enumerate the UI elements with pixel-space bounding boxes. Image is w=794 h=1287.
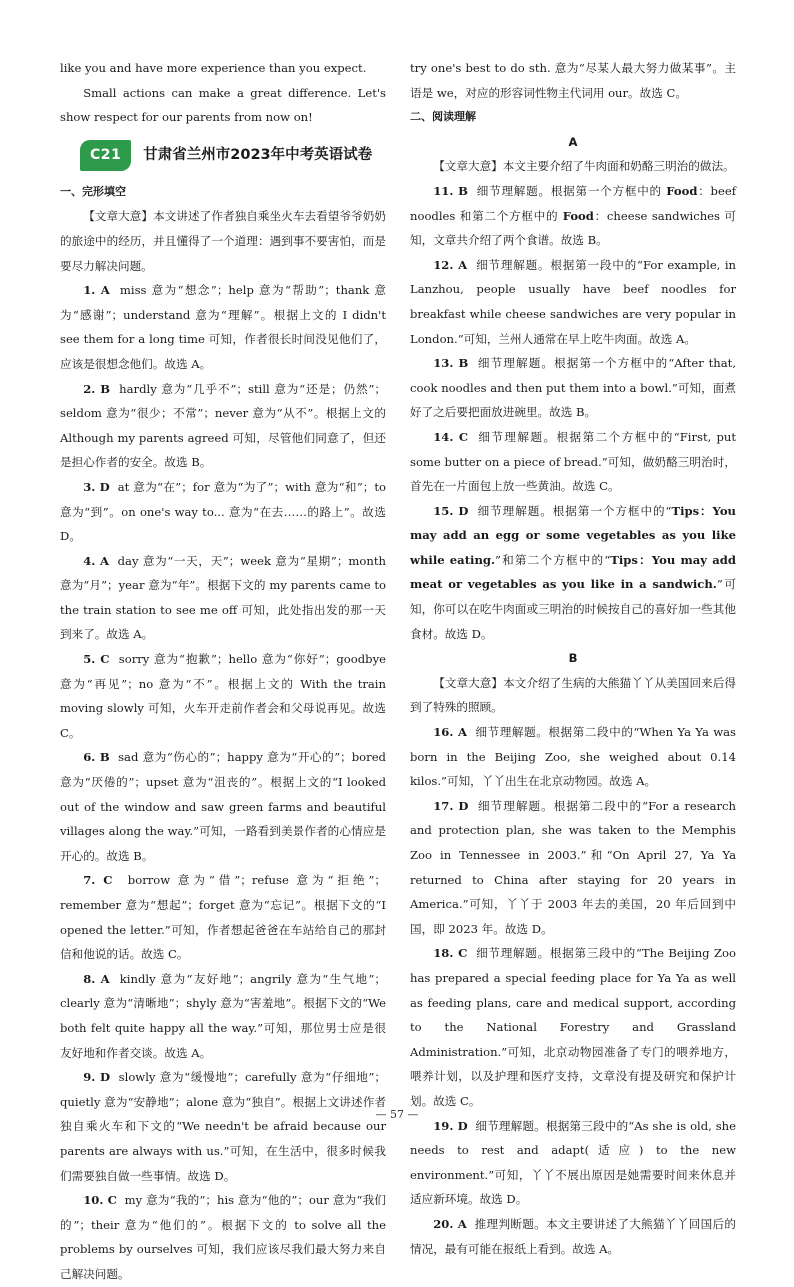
answer-text: day 意为“一天，天”；week 意为“星期”；month 意为“月”；year 意为“年”。根据下文的 my parents came to the train station to see me off 可知，此处指出发的那一天到来了。故选 A。: [60, 553, 386, 642]
answer-item: [410, 1212, 736, 1261]
intro-line-2: Small actions can make a great difference. Let's show respect for our parents from now on!: [60, 85, 386, 125]
answer-number: 18. C: [433, 946, 468, 961]
exam-badge: C21: [80, 140, 131, 171]
answer-number: 8. A: [83, 971, 110, 986]
passage-a-summary: 【文章大意】本文主要介绍了牛肉面和奶酪三明治的做法。: [433, 159, 735, 174]
answer-number: 5. C: [83, 652, 110, 667]
answer-number: 16. A: [433, 725, 467, 740]
section-cloze-heading: 一、完形填空: [60, 184, 126, 198]
answer-item: [60, 549, 386, 647]
answer-bold-text: Food: [562, 208, 594, 223]
answer-number: 3. D: [83, 479, 110, 494]
answer-number: 4. A: [83, 553, 109, 568]
right-column: [410, 56, 736, 1261]
answer-item: [410, 720, 736, 794]
answer-number: 6. B: [83, 750, 110, 765]
exam-title: 甘肃省兰州市2023年中考英语试卷: [143, 147, 373, 164]
answer-text: miss 意为“想念”；help 意为“帮助”；thank 意为“感谢”；understand 意为“理解”。根据上文的 I didn't see them for a long time 可知，作者很长时间没见他们了，应该是很想念他们。故选 A。: [60, 283, 386, 371]
answer-number: 9. D: [83, 1070, 111, 1085]
answer-number: 17. D: [433, 798, 469, 813]
answer-text: my 意为“我的”；his 意为“他的”；our 意为“我们的”；their 意为“他们的”。根据下文的 to solve all the problems by ourselves 可知，我们应该尽我们最大努力来自己解决问题。: [60, 1193, 386, 1281]
answer-item: [410, 179, 736, 253]
intro-line-1: like you and have more experience than you expect.: [60, 61, 367, 75]
cloze-summary: 【文章大意】本文讲述了作者独自乘坐火车去看望爷爷奶奶的旅途中的经历，并且懂得了一个道理：遇到事不要害怕，而是要尽力解决问题。: [60, 209, 386, 273]
answer-item: [60, 647, 386, 745]
passage-b-label: B: [568, 651, 578, 666]
answer-number: 12. A: [433, 257, 468, 272]
passage-a-label: A: [568, 134, 578, 149]
answer-text: hardly 意为“几乎不”；still 意为“还是；仍然”；seldom 意为“很少；不常”；never 意为“从不”。根据上文的 Although my parents agreed 可知，尽管他们同意了，但还是担心作者的安全。故选 B。: [60, 381, 386, 470]
answer-text: 细节理解题。根据第三段中的“As she is old, she needs to rest and adapt(适应) to the new environment.”可知，丫丫不展出原因是她需要时间来休息并适应新环境。故选 D。: [410, 1118, 736, 1207]
answer-text: 细节理解题。根据第二个方框中的“First, put some butter on a piece of bread.”可知，做奶酪三明治时，首先在一片面包上放一些黄油。故选 C。: [410, 429, 736, 494]
answer-item: [410, 425, 736, 499]
answer-10-continued: try one's best to do sth. 意为“尽某人最大努力做某事”。主语是 we，对应的形容词性物主代词用 our。故选 C。: [410, 61, 736, 100]
left-column: [60, 56, 386, 1287]
answer-number: 1. A: [83, 283, 110, 298]
answer-text: sorry 意为“抱歉”；hello 意为“你好”；goodbye 意为“再见”；no 意为“不”。根据上文的 With the train moving slowly 可知，火车开走前作者会和父母说再见。故选 C。: [60, 652, 386, 740]
answer-item: [60, 475, 386, 549]
passage-b-summary: 【文章大意】本文介绍了生病的大熊猫丫丫从美国回来后得到了特殊的照顾。: [410, 675, 736, 715]
answer-text: 细节理解题。根据第一段中的“For example, in Lanzhou, people usually have beef noodles for breakfast while cheese sandwiches are very popular in London.”可知，兰州人通常在早上吃牛肉面。故选 A。: [410, 257, 737, 346]
answer-text: 细节理解题。根据第二段中的“When Ya Ya was born in the Beijing Zoo, she weighed about 0.14 kilos.”可知，丫丫出生在北京动物园。故选 A。: [410, 725, 736, 789]
answer-item: [60, 868, 386, 966]
answer-item: [60, 278, 386, 376]
answer-number: 19. D: [433, 1118, 468, 1133]
answer-text: slowly 意为“缓慢地”；carefully 意为“仔细地”；quietly 意为“安静地”；alone 意为“独自”。根据上文讲述作者独自乘火车和下文的“We needn't be afraid because our parents are always with us.”可知，在生活中，很多时候我们需要独自做一些事情。故选 D。: [60, 1070, 387, 1183]
answer-text: 细节理解题。根据第三段中的“The Beijing Zoo has prepared a special feeding place for Ya Ya as well as feeding plans, care and medical support, according to the National Forestry and Grassland Administration.”可知，北京动物园准备了专门的喂养地方，喂养计划，以及护理和医疗支持，文章没有提及研究和保护计划。故选 C。: [410, 946, 737, 1108]
page-number: — 57 —: [375, 1108, 419, 1121]
answer-item: [60, 745, 386, 868]
answer-item: [60, 967, 386, 1065]
answer-number: 20. A: [433, 1216, 467, 1231]
answer-text: at 意为“在”；for 意为“为了”；with 意为“和”；to 意为“到”。on one's way to... 意为“在去……的路上”。故选 D。: [60, 479, 386, 544]
answer-item: [410, 351, 736, 425]
answer-text: sad 意为“伤心的”；happy 意为“开心的”；bored 意为“厌倦的”；upset 意为“沮丧的”。根据上文的“I looked out of the window and saw green farms and beautiful villages along the way.”可知，一路看到美景作者的心情应是开心的。故选 B。: [60, 750, 386, 863]
answer-text: 细节理解题。根据第二段中的“For a research and protection plan, she was taken to the Memphis Zoo in Tennessee in 2003.”和“On April 27, Ya Ya returned to China after staying for 20 years in America.”可知，丫丫于 2003 年去的美国，20 年后回到中国，即 2023 年。故选 D。: [410, 798, 737, 936]
answer-text: 细节理解题。根据第一个方框中的“After that, cook noodles and then put them into a bowl.”可知，面煮好了之后要把面放进碗里。故选 B。: [410, 356, 737, 420]
answer-number: 7. C: [83, 873, 113, 888]
answer-text: borrow 意为“借”；refuse 意为“拒绝”；remember 意为“想起”；forget 意为“忘记”。根据下文的“I opened the letter.”可知，作者想起爸爸在车站给自己的那封信和他说的话。故选 C。: [60, 873, 387, 962]
answer-item: [410, 941, 736, 1113]
answer-item: [60, 1065, 386, 1188]
answer-text: 推理判断题。本文主要讲述了大熊猫丫丫回国后的情况，最有可能在报纸上看到。故选 A。: [410, 1216, 736, 1256]
answer-item: [410, 794, 736, 942]
answer-item: [410, 1114, 736, 1212]
answer-text: 细节理解题。根据第一个方框中的: [476, 183, 667, 198]
answer-item: [60, 377, 386, 475]
answer-number: 14. C: [433, 429, 469, 444]
section-reading-heading: 二、阅读理解: [410, 110, 476, 124]
answer-number: 10. C: [83, 1193, 117, 1208]
answer-item: [60, 1188, 386, 1286]
answer-number: 2. B: [83, 381, 111, 396]
answer-item: [410, 499, 736, 647]
answer-item: [410, 253, 736, 351]
answer-bold-text: Tips：You may add meat or vegetables as you like in a sandwich.: [410, 552, 736, 592]
answer-text: ：beef noodles 和第二个方框中的: [410, 183, 736, 223]
answer-text: 细节理解题。根据第一个方框中的“: [477, 503, 672, 518]
answer-text: kindly 意为“友好地”；angrily 意为“生气地”；clearly 意为“清晰地”；shyly 意为“害羞地”。根据下文的“We both felt quite happy all the way.”可知，那位男士应是很友好地和作者交谈。故选 A。: [60, 971, 386, 1060]
answer-text: ”和第二个方框中的“: [495, 552, 611, 567]
answer-bold-text: Tips：You may add an egg or some vegetables as you like while eating.: [410, 503, 736, 567]
answer-text: ：cheese sandwiches 可知，文章共介绍了两个食谱。故选 B。: [410, 208, 736, 248]
answer-text: ”可知，你可以在吃牛肉面或三明治的时候按自己的喜好加一些其他食材。故选 D。: [410, 577, 736, 641]
exam-title-row: [60, 134, 386, 178]
answer-number: 15. D: [433, 503, 469, 518]
answer-number: 11. B: [433, 183, 468, 198]
answer-bold-text: Food: [666, 183, 698, 198]
answer-number: 13. B: [433, 356, 469, 371]
